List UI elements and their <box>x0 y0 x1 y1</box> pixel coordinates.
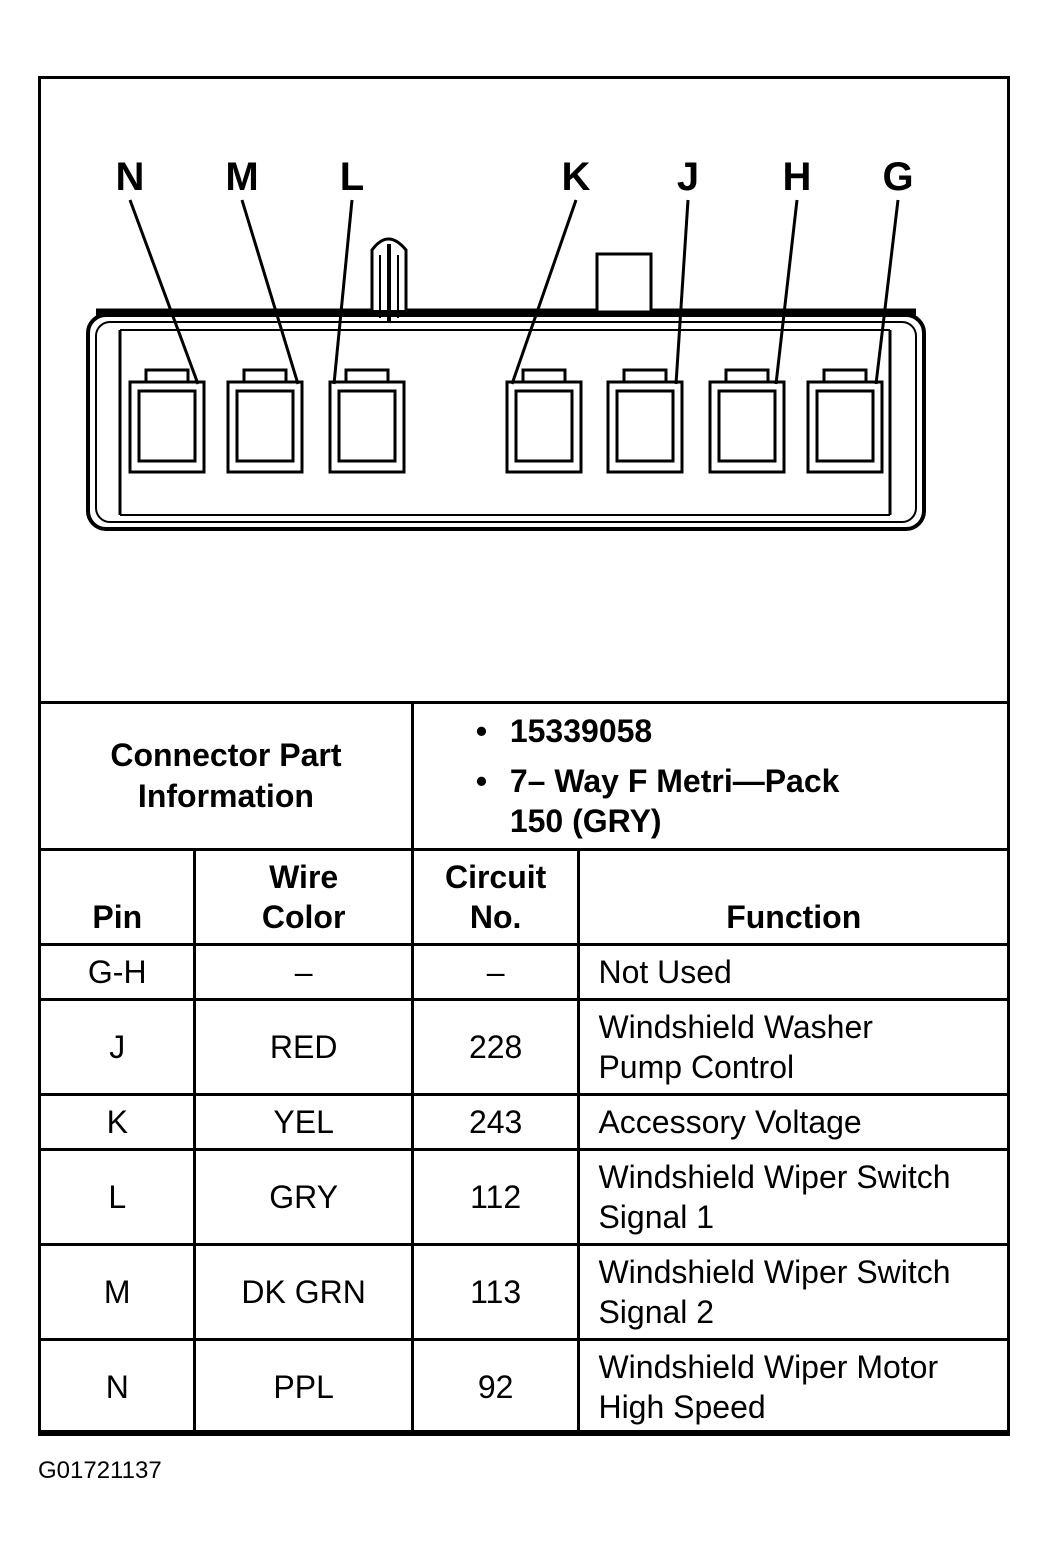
pin-cell: M <box>40 1245 195 1340</box>
connector-part-row <box>40 703 1009 850</box>
pin-letter-g: G <box>882 155 914 199</box>
cavity-j <box>608 370 682 472</box>
cavity-h <box>710 370 784 472</box>
leader-lines <box>130 200 898 384</box>
wire-color-cell: DK GRN <box>195 1245 412 1340</box>
leader-line-l <box>334 200 352 384</box>
header-wire-color: Wire Color <box>195 850 412 945</box>
wire-color-cell: GRY <box>195 1150 412 1245</box>
terminal-cavities <box>130 370 882 472</box>
function-cell: Windshield Washer Pump Control <box>579 1000 1009 1095</box>
wire-color-cell: PPL <box>195 1340 412 1435</box>
leader-line-g <box>876 200 898 384</box>
connector-key <box>597 254 651 312</box>
pin-letters <box>116 155 914 199</box>
cavity-m <box>228 370 302 472</box>
function-cell: Windshield Wiper Motor High Speed <box>579 1340 1009 1435</box>
wire-color-cell: RED <box>195 1000 412 1095</box>
wire-color-cell: YEL <box>195 1095 412 1150</box>
table-row <box>40 1245 1009 1340</box>
pin-info-table <box>38 701 1010 1436</box>
cavity-k <box>507 370 581 472</box>
leader-line-m <box>242 200 298 384</box>
pin-letter-m: M <box>225 155 259 199</box>
connector-part-value <box>412 703 1008 850</box>
pin-letter-n: N <box>115 155 145 199</box>
connector-part-label: Connector Part Information <box>40 703 413 850</box>
table-row <box>40 1340 1009 1435</box>
locking-tab <box>372 239 406 322</box>
leader-line-k <box>512 200 576 384</box>
table-row <box>40 1095 1009 1150</box>
cavity-n <box>130 370 204 472</box>
table-row <box>40 1000 1009 1095</box>
header-function: Function <box>579 850 1009 945</box>
function-cell: Accessory Voltage <box>579 1095 1009 1150</box>
pin-cell: G-H <box>40 945 195 1000</box>
pin-cell: N <box>40 1340 195 1435</box>
circuit-cell: 92 <box>412 1340 579 1435</box>
pin-letter-l: L <box>339 155 365 199</box>
table-row <box>40 945 1009 1000</box>
pin-cell: K <box>40 1095 195 1150</box>
part-number: • 15339058 <box>510 711 1007 751</box>
wire-color-cell: – <box>195 945 412 1000</box>
pin-letter-k: K <box>561 155 591 199</box>
table-row <box>40 1150 1009 1245</box>
part-description: • 7– Way F Metri—Pack 150 (GRY) <box>510 761 1007 841</box>
header-circuit-no: Circuit No. <box>412 850 579 945</box>
circuit-cell: – <box>412 945 579 1000</box>
leader-line-n <box>130 200 198 384</box>
leader-line-h <box>776 200 797 384</box>
cavity-l <box>330 370 404 472</box>
circuit-cell: 112 <box>412 1150 579 1245</box>
cavity-g <box>808 370 882 472</box>
connector-illustration <box>0 0 1049 700</box>
leader-line-j <box>676 200 688 384</box>
header-row <box>40 850 1009 945</box>
figure-id: G01721137 <box>38 1457 162 1484</box>
circuit-cell: 113 <box>412 1245 579 1340</box>
pin-cell: J <box>40 1000 195 1095</box>
header-pin: Pin <box>40 850 195 945</box>
pin-letter-j: J <box>676 155 700 199</box>
function-cell: Windshield Wiper Switch Signal 2 <box>579 1245 1009 1340</box>
function-cell: Windshield Wiper Switch Signal 1 <box>579 1150 1009 1245</box>
circuit-cell: 243 <box>412 1095 579 1150</box>
function-cell: Not Used <box>579 945 1009 1000</box>
pin-letter-h: H <box>782 155 812 199</box>
pin-cell: L <box>40 1150 195 1245</box>
circuit-cell: 228 <box>412 1000 579 1095</box>
